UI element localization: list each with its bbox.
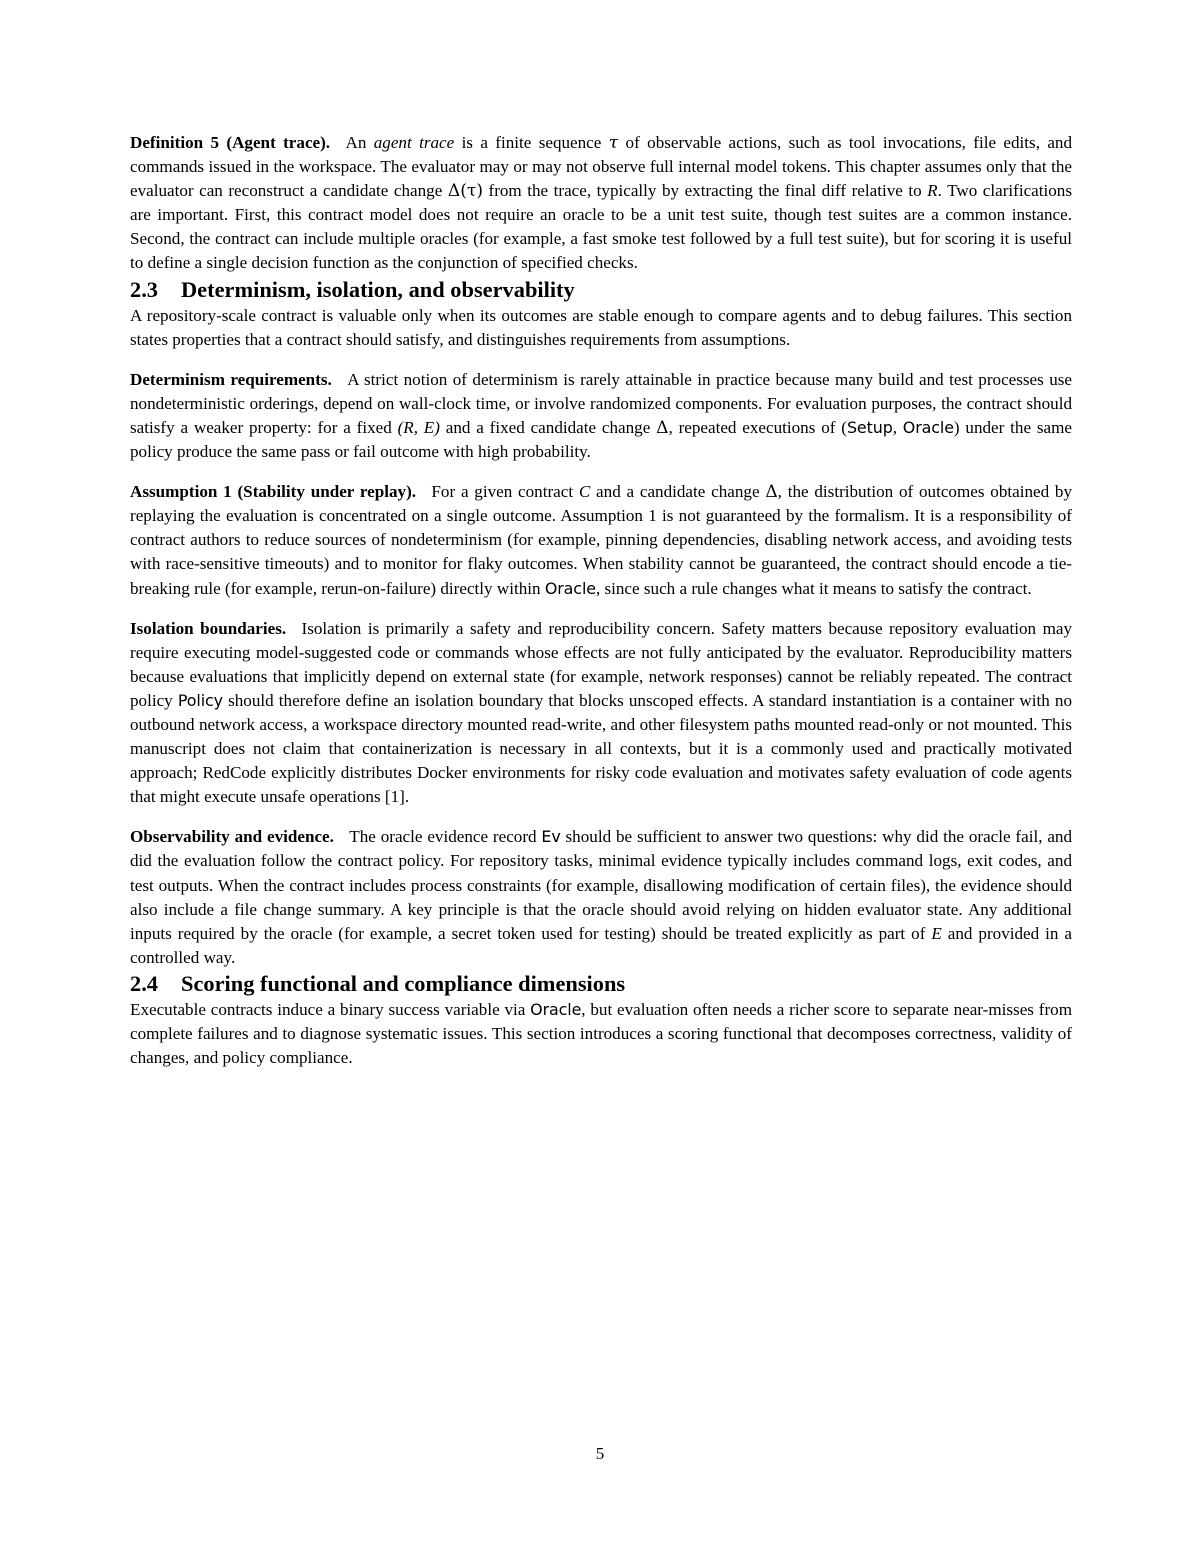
page-number: 5 xyxy=(595,1444,605,1463)
math-delta: Δ xyxy=(765,482,778,503)
mono-policy: Policy xyxy=(177,690,223,710)
section-number-2-3: 2.3 xyxy=(130,276,158,302)
definition-italic-agent-trace: agent trace xyxy=(373,133,455,152)
assumption-lead-label: Assumption 1 (Stability under replay). xyxy=(130,482,417,502)
section-heading-2-4 xyxy=(130,970,1072,998)
definition-body-3: of observable actions, such as tool invocations, file edits, and commands issued in the workspace. The evaluator may or may not observe full internal model tokens. This chapter assumes only that the evaluator can reconstruct a candidate change xyxy=(130,133,1073,201)
paragraph-assumption-1 xyxy=(130,480,1072,600)
observability-body-2: should be sufficient to answer two questions: why did the oracle fail, and did the evaluation follow the contract policy. For repository tasks, minimal evidence typically includes command logs, exit codes, and test outputs. When the contract includes process constraints (for example, disallowing modification of certain files), the evidence should also include a file change summary. A key principle is that the oracle should avoid relying on hidden evaluator state. Any additional inputs required by the oracle (for example, a secret token used for testing) should be treated explicitly as part of xyxy=(130,827,1073,943)
assumption-body-1: For a given contract xyxy=(431,482,579,502)
mono-oracle: Oracle xyxy=(530,999,582,1019)
section-title-2-3: Determinism, isolation, and observability xyxy=(181,276,575,302)
paragraph-intro-2-4 xyxy=(130,998,1072,1070)
definition-lead-label: Definition 5 (Agent trace). xyxy=(130,133,331,152)
math-e: E xyxy=(931,923,942,943)
definition-body-5: . Two clarifications are important. First, this contract model does not require an oracle to be a unit test suite, though test suites are a common instance. Second, the contract can include multiple oracles (for example, a fast smoke test followed by a full test suite), but for scoring it is useful to define a single decision function as the conjunction of specified checks. xyxy=(130,181,1072,273)
intro-2-3-body: A repository-scale contract is valuable only when its outcomes are stable enough to compare agents and to debug failures. This section states properties that a contract should satisfy, and distinguishes requirements from assumptions. xyxy=(130,305,1072,349)
math-r-e-pair: (R, E) xyxy=(397,417,440,437)
page-content xyxy=(130,131,1072,1070)
assumption-body-4: , since such a rule changes what it means to satisfy the contract. xyxy=(595,578,1032,598)
determinism-body-2: and a fixed candidate change xyxy=(439,417,657,437)
section-number-2-4: 2.4 xyxy=(130,970,158,996)
determinism-body-4: , xyxy=(892,417,903,437)
intro-2-4-body-2: , but evaluation often needs a richer score to separate near-misses from complete failures and to diagnose systematic issues. This section introduces a scoring functional that decomposes correctness, validity of changes, and policy compliance. xyxy=(130,999,1072,1068)
section-heading-2-3 xyxy=(130,276,1072,304)
isolation-body-2: should therefore define an isolation boundary that blocks unscoped effects. A standard instantiation is a container with no outbound network access, a workspace directory mounted read-write, and other filesystem paths mounted read-only or not mounted. This manuscript does not claim that containerization is necessary in all contexts, but it is a commonly used and practically motivated approach; RedCode explicitly distributes Docker environments for risky code evaluation and motivates safety evaluation of code agents that might execute unsafe operations [1]. xyxy=(130,690,1073,807)
assumption-body-2: and a candidate change xyxy=(590,482,766,502)
paragraph-observability-and-evidence xyxy=(130,825,1072,970)
math-delta-tau: Δ(τ) xyxy=(447,181,483,202)
math-delta: Δ xyxy=(656,417,669,438)
paragraph-definition-5 xyxy=(130,131,1072,276)
intro-2-4-body-1: Executable contracts induce a binary success variable via xyxy=(130,999,531,1019)
definition-body-4: from the trace, typically by extracting the final diff relative to xyxy=(482,181,928,201)
determinism-body-5: ) under the same policy produce the same pass or fail outcome with high probability. xyxy=(130,417,1072,462)
section-title-2-4: Scoring functional and compliance dimensions xyxy=(181,970,626,996)
isolation-lead-label: Isolation boundaries. xyxy=(130,618,287,638)
observability-body-1: The oracle evidence record xyxy=(349,827,542,847)
paragraph-determinism-requirements xyxy=(130,368,1072,464)
isolation-body-1: Isolation is primarily a safety and reproducibility concern. Safety matters because repository evaluation may require executing model-suggested code or commands whose effects are not fully anticipated by the evaluator. Reproducibility matters because evaluations that implicitly depend on external state (for example, network responses) cannot be reliably repeated. The contract policy xyxy=(130,618,1072,710)
mono-oracle: Oracle xyxy=(902,417,954,437)
mono-oracle: Oracle xyxy=(544,578,596,598)
assumption-body-3: , the distribution of outcomes obtained by replaying the evaluation is concentrated on a single outcome. Assumption 1 is not guaranteed by the formalism. It is a responsibility of contract authors to reduce sources of nondeterminism (for example, pinning dependencies, disabling network access, and avoiding tests with race-sensitive timeouts) and to monitor for flaky outcomes. When stability cannot be guaranteed, the contract should encode a tie-breaking rule (for example, rerun-on-failure) directly within xyxy=(130,482,1072,598)
determinism-body-1: A strict notion of determinism is rarely attainable in practice because many build and test processes use nondeterministic orderings, depend on wall-clock time, or involve randomized components. For evaluation purposes, the contract should satisfy a weaker property: for a fixed xyxy=(130,369,1072,437)
mono-ev: Ev xyxy=(541,827,561,847)
math-r: R xyxy=(927,181,938,201)
paragraph-intro-2-3 xyxy=(130,304,1072,352)
paragraph-isolation-boundaries xyxy=(130,617,1072,810)
math-tau: τ xyxy=(608,133,619,153)
observability-body-3: and provided in a controlled way. xyxy=(130,923,1072,967)
definition-body-1: An xyxy=(345,133,374,152)
mono-setup: Setup xyxy=(846,417,893,437)
determinism-body-3: , repeated executions of ( xyxy=(668,417,847,437)
observability-lead-label: Observability and evidence. xyxy=(130,827,334,847)
definition-body-2: is a finite sequence xyxy=(454,133,609,152)
math-c: C xyxy=(578,482,591,502)
determinism-lead-label: Determinism requirements. xyxy=(130,369,332,389)
